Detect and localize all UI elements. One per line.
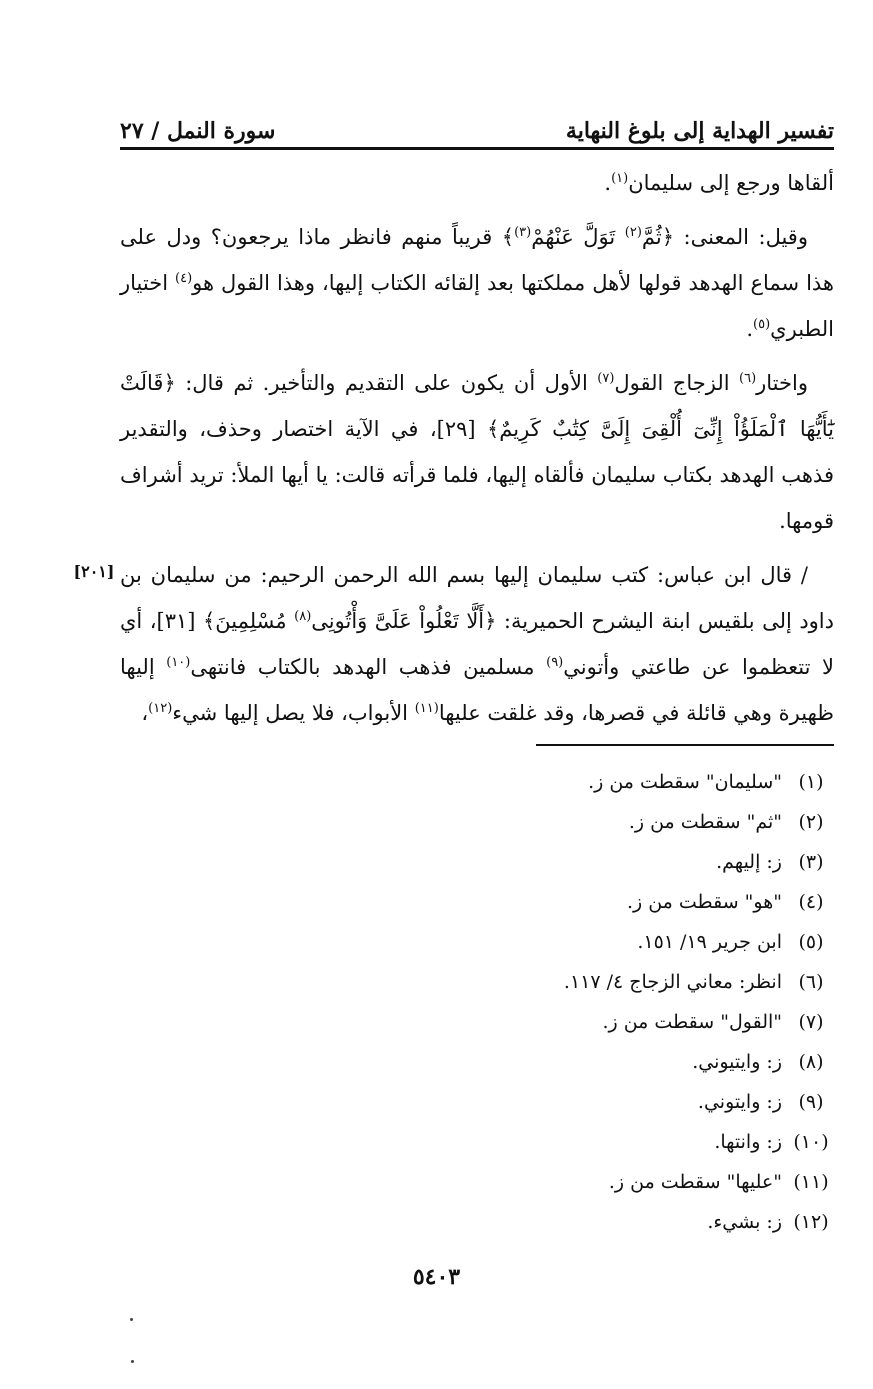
page-number: ٥٤٠٣: [412, 1264, 461, 1290]
footnote-ref: (١): [611, 171, 629, 186]
footnote-number: (٢): [798, 811, 824, 833]
footnote-ref: (٤): [175, 271, 193, 286]
text-run: تَوَلَّ عَنْهُمْ: [531, 225, 625, 249]
footnote-ref: (٧): [597, 371, 615, 386]
footnote-number: (١٢): [793, 1211, 829, 1233]
margin-page-reference: [٢٠١]: [73, 562, 115, 581]
text-run: الأول أن يكون على التقديم والتأخير. ثم قال: ﴿قَالَتْ يَٰٓأَيُّهَا ٱلْمَلَؤُاْ إِنِّىٓ أُلْقِىَ إِلَىَّ كِتَٰبٌ كَرِيمٌ﴾ [٢٩]، في الآية اختصار وحذف، والتقدير فذهب الهدهد بكتاب سليمان فألقاه إليها، فلما قرأته قالت: يا أيها الملأ: تريد أشراف قومها.: [120, 371, 834, 533]
footnote-number: (٧): [798, 1011, 824, 1033]
main-text: [120, 160, 834, 744]
footnote-text: ز: وايتيوني.: [692, 1051, 782, 1073]
paragraph: [120, 160, 834, 206]
footnote-ref: (٩): [546, 655, 564, 670]
footnote-ref: (١٢): [148, 701, 173, 716]
text-run: .: [746, 317, 754, 341]
footnote-text: ابن جرير ١٩/ ١٥١.: [637, 931, 782, 953]
paragraph: [120, 360, 834, 544]
footnote: [300, 802, 840, 842]
footnote-ref: (٨): [294, 609, 312, 624]
surah-label: سورة النمل / ٢٧: [120, 118, 276, 144]
footnote: [300, 1122, 840, 1162]
text-run: .: [604, 171, 612, 195]
text-run: / قال ابن عباس: كتب سليمان إليها بسم الله الرحمن الرحيم: من سليمان بن داود إلى بلقيس ابنة اليشرح الحميرية: ﴿أَلَّا تَعْلُواْ عَلَىَّ وَأْتُونِى: [120, 563, 834, 633]
scan-speck: [130, 1318, 133, 1321]
footnote: [300, 842, 840, 882]
text-run: الأبواب، فلا يصل إليها شيء: [172, 701, 415, 725]
footnote-ref: (٢): [624, 225, 642, 240]
text-run: وقيل: المعنى: ﴿ثُمَّ: [641, 225, 808, 249]
text-run: واختار: [756, 371, 808, 395]
text-run: مُسْلِمِينَ﴾ [٣١]، أي لا تتعظموا عن طاعتي وأتوني: [120, 609, 835, 679]
footnote-number: (٩): [798, 1091, 824, 1113]
footnote-text: "هو" سقطت من ز.: [626, 891, 782, 913]
footnote: [300, 922, 840, 962]
footnote: [300, 882, 840, 922]
paragraph: [120, 552, 834, 736]
book-title: تفسير الهداية إلى بلوغ النهاية: [565, 118, 834, 144]
footnote-text: ز: وانتها.: [714, 1131, 782, 1153]
footnote-text: "سليمان" سقطت من ز.: [588, 771, 782, 793]
footnote-number: (٣): [798, 851, 824, 873]
footnote-text: "ثم" سقطت من ز.: [628, 811, 782, 833]
text-run: إليها ظهيرة وهي قائلة في قصرها، وقد غلقت عليها: [120, 655, 834, 725]
text-run: ﴾ قريباً منهم فانظر ماذا يرجعون؟ ودل على هذا سماع الهدهد قولها لأهل مملكتها بعد إلقائه الكتاب إليها، وهذا القول هو: [120, 225, 834, 295]
footnote: [300, 962, 840, 1002]
paragraph: [120, 214, 834, 352]
footnote: [300, 1202, 840, 1242]
footnote-number: (١): [798, 771, 824, 793]
header-rule: [120, 147, 834, 150]
footnote-ref: (٥): [753, 317, 771, 332]
scan-speck: [131, 1360, 134, 1363]
footnote: [300, 1162, 840, 1202]
footnote-text: "القول" سقطت من ز.: [602, 1011, 782, 1033]
text-run: ألقاها ورجع إلى سليمان: [628, 171, 834, 195]
footnote-ref: (١١): [414, 701, 439, 716]
footnote-number: (٥): [798, 931, 824, 953]
footnote: [300, 1042, 840, 1082]
footnote-text: ز: إليهم.: [716, 851, 782, 873]
footnote-ref: (٦): [739, 371, 757, 386]
text-run: اختيار الطبري: [120, 271, 834, 341]
footnote-text: ز: بشيء.: [707, 1211, 782, 1233]
footnote-ref: (٣): [514, 225, 532, 240]
footnote-separator: [536, 744, 834, 746]
footnote: [300, 1082, 840, 1122]
footnote-number: (٨): [798, 1051, 824, 1073]
footnote-number: (١٠): [793, 1131, 829, 1153]
footnote-number: (٦): [798, 971, 824, 993]
footnote: [300, 762, 840, 802]
footnote-text: ز: وايتوني.: [697, 1091, 782, 1113]
footnotes: [300, 762, 840, 1242]
text-run: ،: [141, 701, 149, 725]
footnote-number: (١١): [793, 1171, 829, 1193]
running-header: [120, 98, 834, 144]
footnote-ref: (١٠): [166, 655, 191, 670]
text-run: مسلمين فذهب الهدهد بالكتاب فانتهى: [190, 655, 547, 679]
footnote-number: (٤): [798, 891, 824, 913]
footnote: [300, 1002, 840, 1042]
footnote-text: انظر: معاني الزجاج ٤/ ١١٧.: [563, 971, 782, 993]
footnote-text: "عليها" سقطت من ز.: [608, 1171, 782, 1193]
text-run: الزجاج القول: [614, 371, 739, 395]
